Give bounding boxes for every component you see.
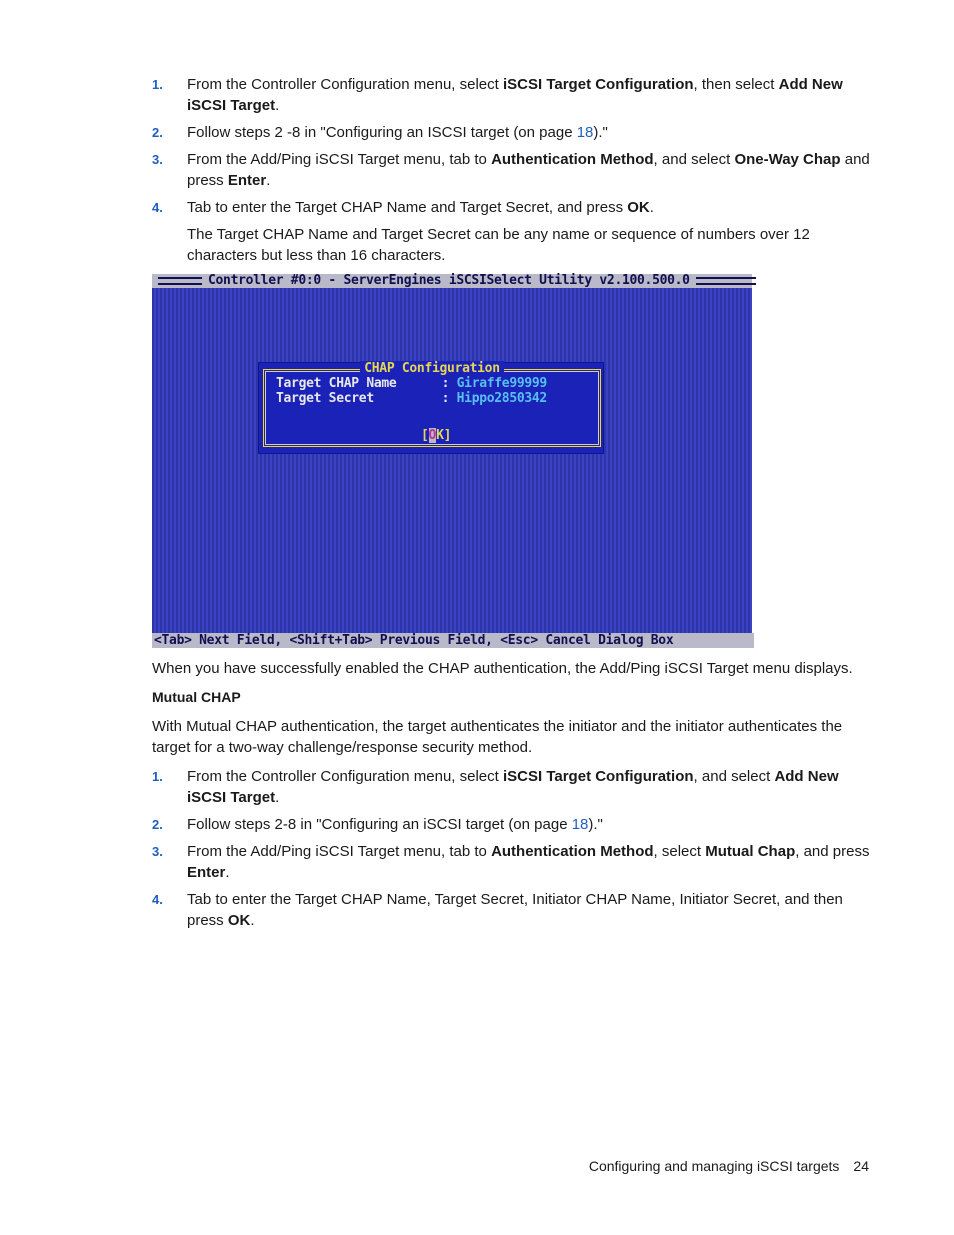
step-bold: Add New iSCSI Target xyxy=(187,768,839,806)
step-bold: One-Way Chap xyxy=(734,151,841,168)
mutual-chap-steps xyxy=(152,766,872,931)
footer-section-title: Configuring and managing iSCSI targets xyxy=(588,1158,840,1174)
step-number: 4. xyxy=(152,200,163,215)
step-text: . xyxy=(225,864,230,881)
step-text: , select xyxy=(653,843,706,860)
step-text: )." xyxy=(588,816,603,833)
step-bold: Enter xyxy=(187,864,226,881)
step-bold: Add New iSCSI Target xyxy=(187,76,843,114)
one-way-chap-steps xyxy=(152,74,872,218)
list-item xyxy=(152,197,872,218)
list-item xyxy=(152,814,872,835)
list-item xyxy=(152,74,872,116)
step-text: . xyxy=(649,199,654,216)
step-number: 2. xyxy=(152,817,163,832)
step-text: and press xyxy=(187,151,870,189)
step-number: 3. xyxy=(152,844,163,859)
step-bold: Mutual Chap xyxy=(705,843,796,860)
step-text: From the Add/Ping iSCSI Target menu, tab to xyxy=(187,151,492,168)
title-rule-left xyxy=(158,277,202,285)
step-text: . xyxy=(275,97,280,114)
ok-hotkey: O xyxy=(428,428,437,443)
page-number: 24 xyxy=(853,1158,869,1174)
list-item xyxy=(152,122,872,143)
list-item xyxy=(152,841,872,883)
ok-button[interactable]: [OK] xyxy=(421,428,452,443)
step-text: Follow steps 2 -8 in "Configuring an ISCSI target (on page xyxy=(187,124,577,141)
page-link[interactable]: 18 xyxy=(571,816,589,833)
step-text: , and press xyxy=(795,843,870,860)
step-bold: OK xyxy=(227,912,251,929)
document-body xyxy=(152,74,872,937)
page-link[interactable]: 18 xyxy=(576,124,594,141)
page-footer xyxy=(589,1158,869,1174)
step-text: , then select xyxy=(693,76,779,93)
bios-screenshot xyxy=(152,274,752,648)
step-text: Follow steps 2-8 in "Configuring an iSCSI target (on page xyxy=(187,816,572,833)
mutual-chap-heading: Mutual CHAP xyxy=(152,689,241,705)
field-label: Target Secret : xyxy=(276,391,457,406)
bios-title-bar xyxy=(152,274,752,288)
step-number: 1. xyxy=(152,77,163,92)
step-number: 1. xyxy=(152,769,163,784)
target-secret-value[interactable]: Hippo2850342 xyxy=(456,391,547,406)
step-number: 3. xyxy=(152,152,163,167)
target-secret-row[interactable] xyxy=(276,391,547,406)
step-text: )." xyxy=(593,124,608,141)
chap-length-note: The Target CHAP Name and Target Secret can be any name or sequence of numbers over 12 characters but less than 16 characters. xyxy=(187,226,810,264)
field-label: Target CHAP Name : xyxy=(276,376,457,391)
step-text: . xyxy=(266,172,271,189)
bios-status-bar: <Tab> Next Field, <Shift+Tab> Previous Field, <Esc> Cancel Dialog Box xyxy=(152,633,754,648)
title-rule-right xyxy=(696,277,756,285)
step-text: . xyxy=(250,912,255,929)
step-bold: Authentication Method xyxy=(491,843,654,860)
bios-title: Controller #0:0 - ServerEngines iSCSISelect Utility v2.100.500.0 xyxy=(208,273,690,288)
step-bold: iSCSI Target Configuration xyxy=(502,768,694,785)
mutual-chap-intro: With Mutual CHAP authentication, the target authenticates the initiator and the initiator authenticates the target for a two-way challenge/response security method. xyxy=(152,718,843,756)
step-number: 2. xyxy=(152,125,163,140)
chap-configuration-dialog xyxy=(258,362,604,454)
step-text: From the Add/Ping iSCSI Target menu, tab to xyxy=(187,843,492,860)
target-chap-name-value[interactable]: Giraffe99999 xyxy=(456,376,547,391)
step-bold: iSCSI Target Configuration xyxy=(502,76,694,93)
step-bold: Authentication Method xyxy=(491,151,654,168)
list-item xyxy=(152,149,872,191)
step-text: , and select xyxy=(653,151,735,168)
dialog-title: CHAP Configuration xyxy=(266,361,598,376)
step-number: 4. xyxy=(152,892,163,907)
step-text: , and select xyxy=(693,768,775,785)
step-text: From the Controller Configuration menu, select xyxy=(187,76,503,93)
step-bold: OK xyxy=(627,199,650,216)
after-screenshot-text: When you have successfully enabled the CHAP authentication, the Add/Ping iSCSI Target menu displays. xyxy=(152,660,853,677)
dialog-frame xyxy=(263,361,601,447)
step-text: From the Controller Configuration menu, select xyxy=(187,768,503,785)
step-text: Tab to enter the Target CHAP Name and Target Secret, and press xyxy=(187,199,628,216)
target-chap-name-row[interactable] xyxy=(276,376,547,391)
list-item xyxy=(152,889,872,931)
step-text: Tab to enter the Target CHAP Name, Target Secret, Initiator CHAP Name, Initiator Secret, and then press xyxy=(187,891,843,929)
list-item xyxy=(152,766,872,808)
step-text: . xyxy=(275,789,280,806)
step-bold: Enter xyxy=(227,172,267,189)
